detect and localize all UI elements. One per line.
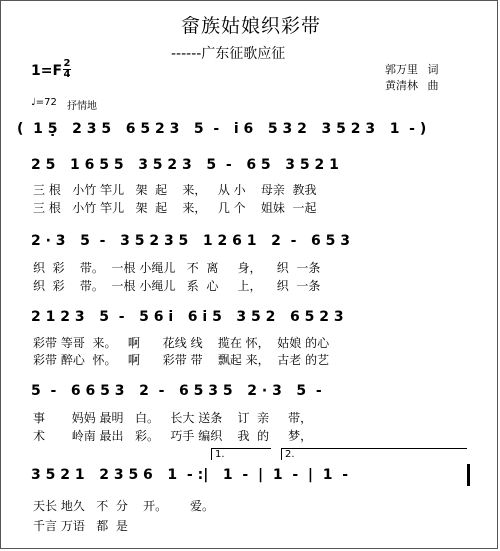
lyricist-credit <box>385 61 439 77</box>
tempo-marking: ♩=72 <box>31 97 57 108</box>
score-system-5-lyrics-verse-1: 事 妈妈 最明 白。 长大 送条 订 亲 带， <box>33 411 313 425</box>
score-system-3-lyrics-verse-2: 织 彩 带。 一根 小绳儿 系 心 上， 织 一条 <box>33 279 321 293</box>
second-ending-bracket <box>281 448 467 449</box>
score-system-1-notes: ( 1 5̣ 2 3 5 6 5 2 3 5 - i 6 5 3 2 3 5 2 3 1 - ) <box>17 121 427 137</box>
time-signature <box>63 59 71 80</box>
score-system-4-lyrics-verse-2: 彩带 醉心 怀。 啊 彩带 带 飘起 来， 古老 的艺 <box>33 353 330 367</box>
second-ending-bracket-tick <box>281 448 282 460</box>
score-system-6-notes: 3 5 2 1 2 3 5 6 1 - :| 1 - | 1 - | 1 - <box>31 467 349 483</box>
score-system-5-lyrics-verse-2: 术 岭南 最出 彩。 巧手 编织 我 的 梦， <box>33 429 313 443</box>
song-subtitle: ------广东征歌应征 <box>171 46 286 62</box>
score-system-3-notes: 2 · 3 5 - 3 5 2 3 5 1 2 6 1 2 - 6 5 3 <box>31 233 351 249</box>
score-system-3-lyrics-verse-1: 织 彩 带。 一根 小绳儿 不 离 身， 织 一条 <box>33 261 321 275</box>
score-system-2-lyrics-verse-2: 三 根 小竹 竿儿 架 起 来， 几 个 姐妹 一起 <box>33 201 317 215</box>
score-system-2-notes: 2 5 1 6 5 5 3 5 2 3 5 - 6 5 3 5 2 1 <box>31 157 339 173</box>
first-ending-label: 1. <box>215 449 225 460</box>
score-system-4-notes: 2 1 2 3 5 - 5 6 i 6 i 5 3 5 2 6 5 2 3 <box>31 309 344 325</box>
key-signature: 1=F <box>31 63 63 79</box>
composer-role: 曲 <box>427 79 439 92</box>
time-signature-denominator: 4 <box>63 69 71 80</box>
song-title: 畲族姑娘织彩带 <box>180 15 321 37</box>
time-signature-numerator: 2 <box>63 58 71 69</box>
final-barline <box>467 464 470 486</box>
second-ending-label: 2. <box>285 449 295 460</box>
score-system-6-lyrics-verse-2: 千言 万语 都 是 <box>33 519 128 533</box>
expression-marking: 抒情地 <box>67 101 97 112</box>
score-system-6-lyrics-verse-1: 天长 地久 不 分 开。 爱。 <box>33 499 215 513</box>
composer-credit <box>385 77 439 93</box>
score-system-4-lyrics-verse-1: 彩带 等哥 来。 啊 花线 线 揽在 怀， 姑娘 的心 <box>33 336 330 350</box>
lyricist-role: 词 <box>427 63 439 76</box>
score-system-5-notes: 5 - 6 6 5 3 2 - 6 5 3 5 2 · 3 5 - <box>31 383 322 399</box>
lyricist-name: 郭万里 <box>385 63 418 76</box>
score-system-2-lyrics-verse-1: 三 根 小竹 竿儿 架 起 来， 从 小 母亲 教我 <box>33 183 317 197</box>
composer-name: 黄清林 <box>385 79 418 92</box>
first-ending-bracket <box>211 448 271 449</box>
first-ending-bracket-tick <box>211 448 212 460</box>
